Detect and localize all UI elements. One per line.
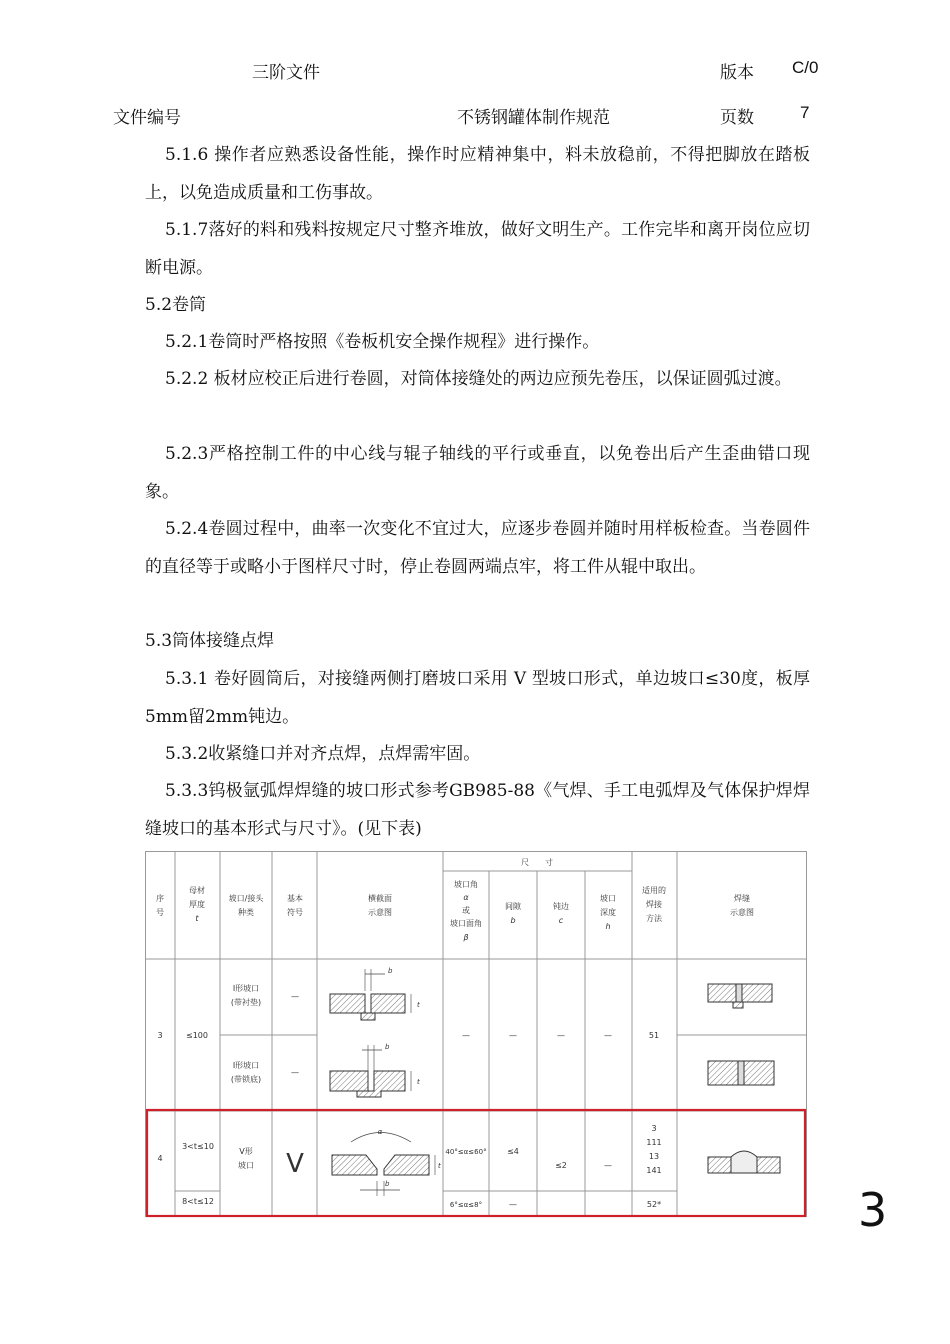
para-5-3-1: 5.3.1 卷好圆筒后，对接缝两侧打磨坡口采用 V 型坡口形式，单边坡口≤30度，板厚5mm留2mm钝边。: [145, 669, 810, 727]
hdr-angle-2: α: [463, 893, 469, 902]
para-5-1-7: 5.1.7落好的料和残料按规定尺寸整齐堆放，做好文明生产。工作完毕和离开岗位应切断电源。: [145, 220, 810, 278]
para-5-3-2: 5.3.2收紧缝口并对齐点焊，点焊需牢固。: [165, 744, 481, 764]
row4-gap-b: —: [509, 1200, 517, 1209]
hdr-thk-1: 母材: [189, 886, 205, 895]
row4-method-3: 13: [648, 1152, 660, 1161]
row3-sym-b: —: [291, 1068, 299, 1077]
para-5-2-4: 5.2.4卷圆过程中，曲率一次变化不宜过大，应逐步卷圆并随时用样板检查。当卷圆件的直径等于或略小于图样尺寸时，停止卷圆两端点牢，将工件从辊中取出。: [145, 519, 810, 577]
heading-5-2: 5.2卷筒: [145, 295, 207, 315]
row4-method-b: 52*: [646, 1200, 662, 1209]
hdr-weld-2: 示意图: [730, 908, 754, 917]
hdr-angle-5: β: [463, 933, 469, 942]
hdr-seq-2: 号: [156, 908, 164, 917]
pages-label: 页数: [720, 108, 754, 128]
para-5-2-1: 5.2.1卷筒时严格按照《卷板机安全操作规程》进行操作。: [165, 332, 600, 352]
hdr-depth-1: 坡口: [600, 894, 616, 903]
doc-title: 不锈钢罐体制作规范: [457, 108, 610, 128]
hdr-angle-4: 坡口面角: [450, 919, 482, 928]
row3-thickness: ≤100: [186, 1031, 208, 1040]
row4-method-2: 111: [646, 1138, 662, 1147]
hdr-method-1: 适用的: [642, 886, 666, 895]
row3-gap: —: [509, 1031, 517, 1040]
svg-text:b: b: [388, 967, 393, 975]
hdr-thk-2: 厚度: [189, 900, 205, 909]
hdr-root-2: c: [558, 916, 564, 925]
page-number: 3: [858, 1183, 888, 1237]
svg-text:α: α: [377, 1128, 383, 1136]
row3-type-b-1: I形坡口: [232, 1061, 260, 1070]
doc-no-label: 文件编号: [113, 108, 181, 128]
row4-weld-sketch: [708, 1151, 780, 1173]
row3-root: —: [557, 1031, 565, 1040]
hdr-sym-2: 符号: [287, 908, 303, 917]
svg-text:b: b: [385, 1043, 390, 1051]
hdr-sym-1: 基本: [287, 894, 303, 903]
hdr-root-1: 钝边: [553, 902, 569, 911]
hdr-depth-2: 深度: [600, 908, 616, 917]
row3-depth: —: [604, 1031, 612, 1040]
hdr-angle-1: 坡口角: [454, 880, 478, 889]
para-5-2-2: 5.2.2 板材应校正后进行卷圆，对筒体接缝处的两边应预先卷压，以保证圆弧过渡。: [165, 369, 792, 389]
row3-method: 51: [648, 1031, 660, 1040]
hdr-sec-2: 示意图: [368, 908, 392, 917]
hdr-method-2: 焊接: [646, 900, 662, 909]
row3-type-a-1: I形坡口: [232, 984, 260, 993]
row3-type-a-2: (带衬垫): [230, 998, 262, 1007]
hdr-depth-3: h: [605, 922, 611, 931]
row4-thickness-a: 3<t≤10: [182, 1142, 214, 1151]
para-5-1-6: 5.1.6 操作者应熟悉设备性能，操作时应精神集中，料未放稳前，不得把脚放在踏板上，以免造成质量和工伤事故。: [145, 145, 810, 203]
hdr-type-1: 坡口/接头: [228, 894, 264, 903]
row4-depth: —: [604, 1161, 612, 1170]
row4-method-1: 3: [651, 1124, 657, 1133]
para-5-3-3: 5.3.3钨极氩弧焊焊缝的坡口形式参考GB985-88《气焊、手工电弧焊及气体保护焊焊缝坡口的基本形式与尺寸》。(见下表): [145, 781, 810, 839]
version-label: 版本: [720, 63, 754, 83]
hdr-method-3: 方法: [646, 914, 662, 923]
row3-angle: —: [462, 1031, 470, 1040]
svg-text:t: t: [417, 1078, 420, 1086]
row3-sym-a: —: [291, 992, 299, 1001]
pages-value: 7: [800, 103, 810, 122]
row3-section-sketch-b: [330, 1043, 420, 1097]
row4-section-sketch: [332, 1128, 441, 1196]
row4-gap-a: ≤4: [507, 1147, 519, 1156]
row4-angle-b: 6°≤α≤8°: [449, 1201, 483, 1209]
heading-5-3: 5.3筒体接缝点焊: [145, 631, 275, 651]
row4-angle-a: 40°≤α≤60°: [445, 1148, 487, 1156]
row3-section-sketch-a: [330, 967, 420, 1020]
row3-weld-sketch-b: [708, 1061, 774, 1085]
svg-text:t: t: [417, 1001, 420, 1009]
row3-weld-sketch-a: [708, 984, 772, 1008]
row4-method-4: 141: [646, 1166, 662, 1175]
hdr-sec-1: 横截面: [368, 894, 392, 903]
hdr-seq-1: 序: [156, 894, 164, 903]
row4-v-symbol: V: [286, 1149, 304, 1179]
para-5-2-3: 5.2.3严格控制工件的中心线与辊子轴线的平行或垂直，以免卷出后产生歪曲错口现象。: [145, 444, 810, 502]
hdr-gap-2: b: [510, 916, 516, 925]
hdr-type-2: 种类: [238, 908, 254, 917]
groove-form-table: [145, 851, 808, 1218]
hdr-size: 尺 寸: [521, 858, 553, 867]
hdr-angle-3: 或: [462, 906, 470, 915]
row4-root-face: ≤2: [555, 1161, 567, 1170]
hdr-gap-1: 间隙: [505, 902, 521, 911]
row4-type-2: 坡口: [238, 1161, 254, 1170]
hdr-thk-3: t: [195, 914, 199, 923]
svg-text:t: t: [438, 1162, 441, 1170]
svg-text:b: b: [385, 1180, 390, 1188]
version-value: C/0: [792, 58, 819, 77]
row3-seq: 3: [157, 1031, 163, 1040]
row4-seq: 4: [157, 1154, 163, 1163]
row3-type-b-2: (带锁底): [230, 1075, 262, 1084]
row4-thickness-b: 8<t≤12: [182, 1197, 214, 1206]
doc-level: 三阶文件: [252, 63, 320, 83]
hdr-weld-1: 焊缝: [734, 894, 750, 903]
row4-type-1: V形: [239, 1147, 253, 1156]
